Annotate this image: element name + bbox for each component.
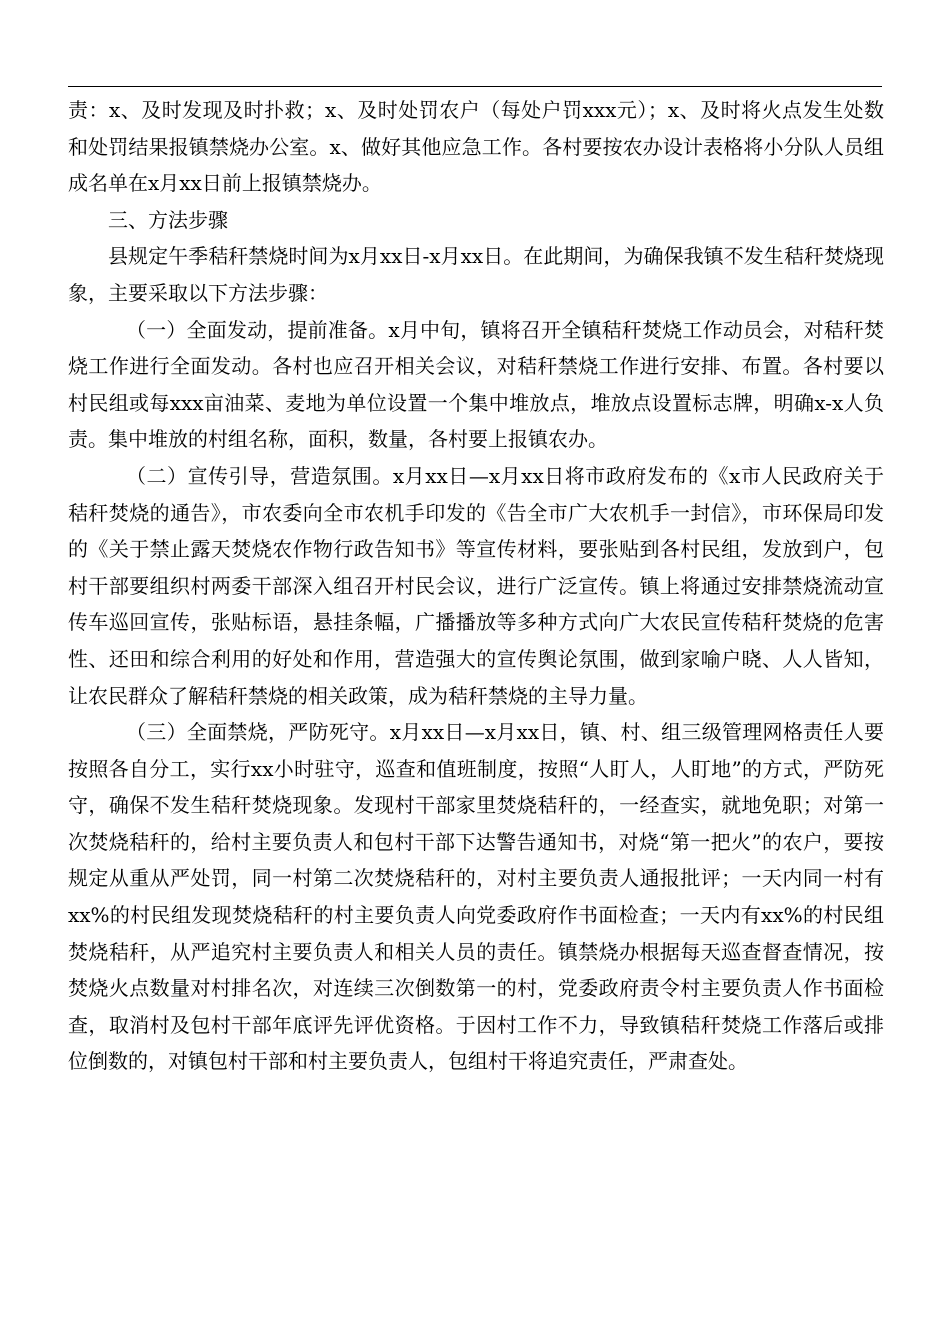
paragraph-methods-intro: 县规定午季秸秆禁烧时间为x月xx日-x月xx日。在此期间，为确保我镇不发生秸秆焚烧现象，主要采取以下方法步骤： [68, 244, 884, 305]
paragraph-step-3: （三）全面禁烧，严防死守。x月xx日—x月xx日，镇、村、组三级管理网格责任人要按照各自分工，实行xx小时驻守，巡查和值班制度，按照“人盯人，人盯地”的方式，严防死守，确保不发生秸秆焚烧现象。发现村干部家里焚烧秸秆的，一经查实，就地免职；对第一次焚烧秸秆的，给村主要负责人和包村干部下达警告通知书，对烧“第一把火”的农户，要按规定从重从严处罚，同一村第二次焚烧秸秆的，对村主要负责人通报批评；一天内同一村有xx%的村民组发现焚烧秸秆的村主要负责人向党委政府作书面检查；一天内有xx%的村民组焚烧秸秆，从严追究村主要负责人和相关人员的责任。镇禁烧办根据每天巡查督查情况，按焚烧火点数量对村排名次，对连续三次倒数第一的村，党委政府责令村主要负责人作书面检查，取消村及包村干部年底评先评优资格。于因村工作不力，导致镇秸秆焚烧工作落后或排位倒数的，对镇包村干部和村主要负责人，包组村干将追究责任，严肃查处。 [68, 720, 884, 1074]
paragraph-duties-continued: 责：x、及时发现及时扑救；x、及时处罚农户（每处户罚xxx元）；x、及时将火点发生处数和处罚结果报镇禁烧办公室。x、做好其他应急工作。各村要按农办设计表格将小分队人员组成名单在x月xx日前上报镇禁烧办。 [68, 98, 884, 196]
paragraph-step-1: （一）全面发动，提前准备。x月中旬，镇将召开全镇秸秆焚烧工作动员会，对秸秆焚烧工作进行全面发动。各村也应召开相关会议，对秸秆禁烧工作进行安排、布置。各村要以村民组或每xxx亩油菜、麦地为单位设置一个集中堆放点，堆放点设置标志牌，明确x-x人负责。集中堆放的村组名称，面积，数量，各村要上报镇农办。 [68, 317, 884, 452]
header-rule [68, 86, 882, 87]
section-heading-methods: 三、方法步骤 [108, 207, 228, 232]
paragraph-step-2: （二）宣传引导，营造氛围。x月xx日—x月xx日将市政府发布的《x市人民政府关于秸秆焚烧的通告》，市农委向全市农机手印发的《告全市广大农机手一封信》，市环保局印发的《关于禁止露天焚烧农作物行政告知书》等宣传材料，要张贴到各村民组，发放到户，包村干部要组织村两委干部深入组召开村民会议，进行广泛宣传。镇上将通过安排禁烧流动宣传车巡回宣传，张贴标语，悬挂条幅，广播播放等多种方式向广大农民宣传秸秆焚烧的危害性、还田和综合利用的好处和作用，营造强大的宣传舆论氛围，做到家喻户晓、人人皆知，让农民群众了解秸秆禁烧的相关政策，成为秸秆禁烧的主导力量。 [68, 463, 884, 708]
document-body [68, 92, 884, 1080]
